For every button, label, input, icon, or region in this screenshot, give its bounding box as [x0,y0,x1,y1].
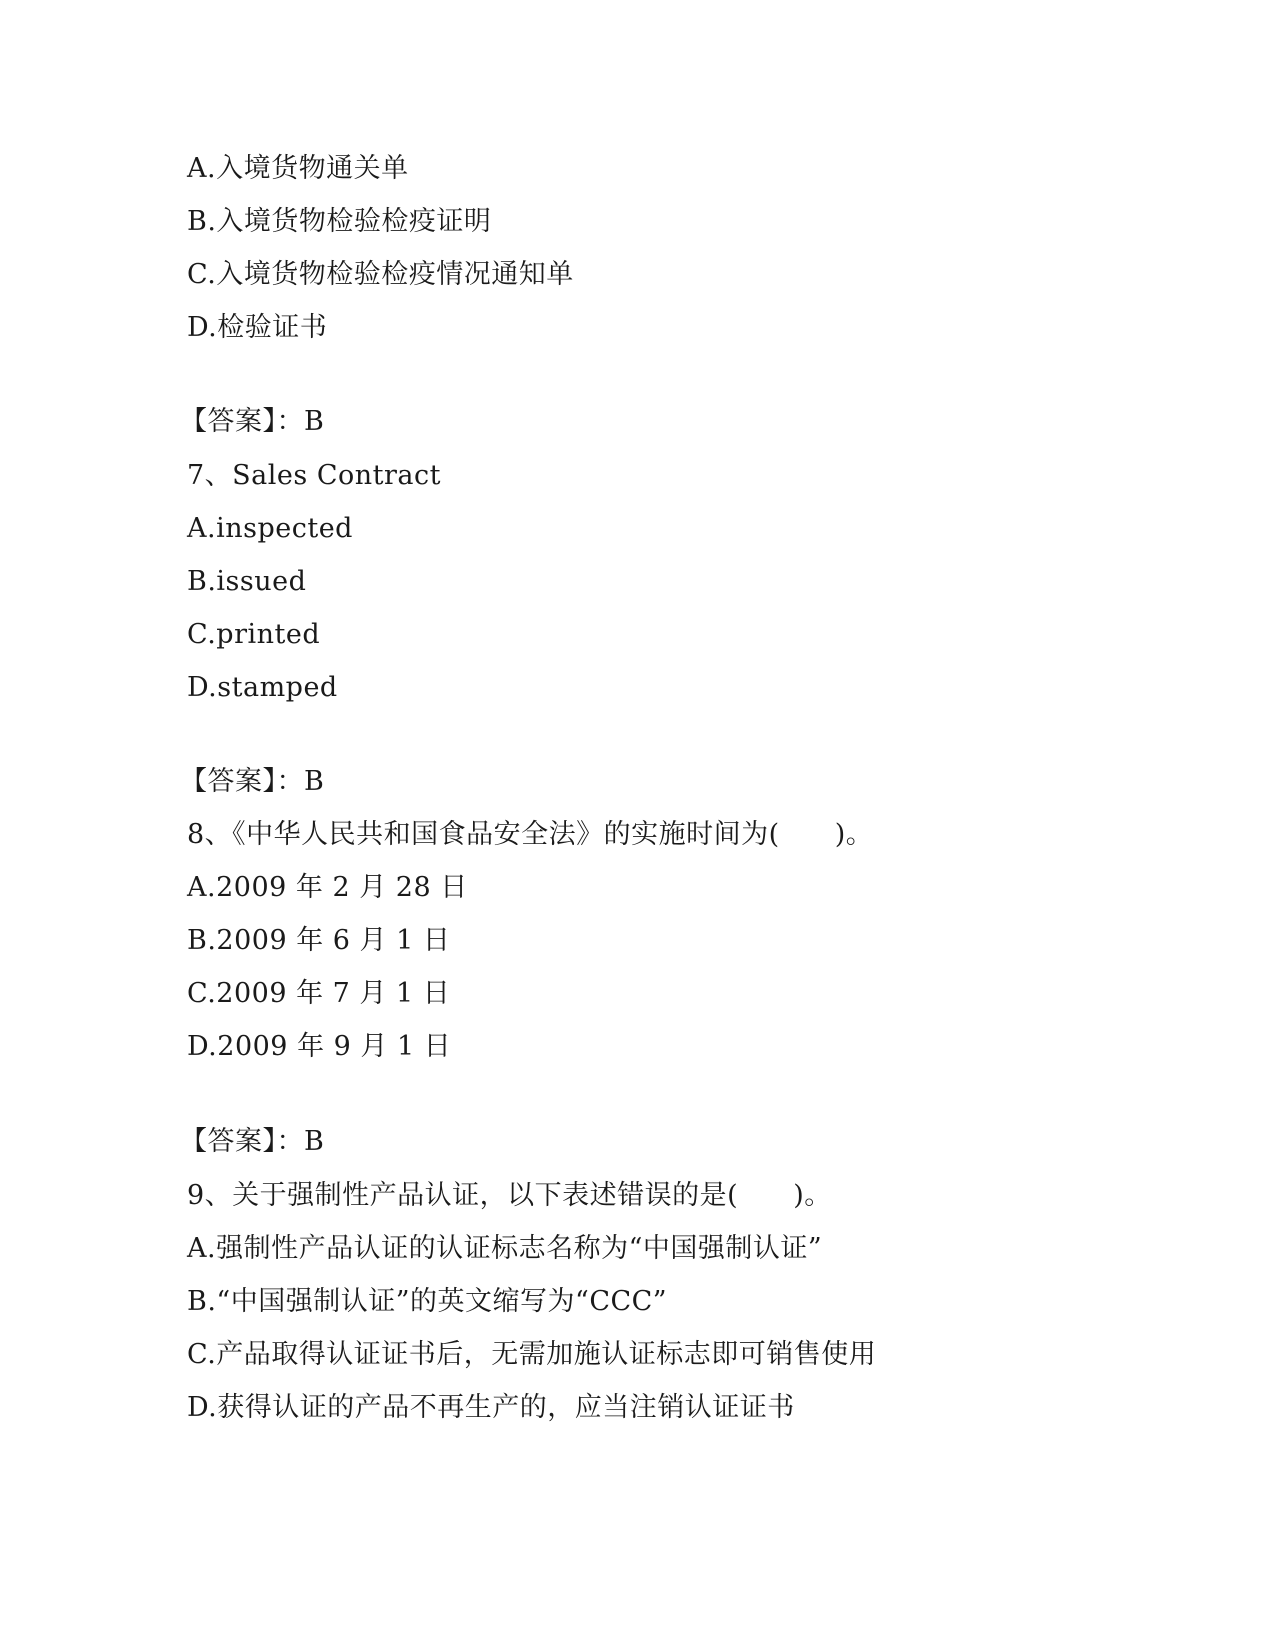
q6-option-c: C.入境货物检验检疫情况通知单 [187,259,574,290]
q9-option-a: A.强制性产品认证的认证标志名称为“中国强制认证” [187,1233,823,1264]
q6-option-d: D.检验证书 [187,312,328,343]
q8-option-c: C.2009 年 7 月 1 日 [187,978,451,1009]
q9-option-c: C.产品取得认证证书后，无需加施认证标志即可销售使用 [187,1339,877,1370]
q8-option-a: A.2009 年 2 月 28 日 [187,872,468,903]
q7-option-c: C.printed [187,619,321,650]
q8-answer: 【答案】：B [180,1126,325,1157]
q6-answer: 【答案】：B [180,406,325,437]
q6-option-b: B.入境货物检验检疫证明 [187,206,492,237]
q9-stem: 9、关于强制性产品认证，以下表述错误的是( )。 [187,1180,832,1211]
q6-option-a: A.入境货物通关单 [187,153,409,184]
q7-option-d: D.stamped [187,672,338,703]
q7-answer: 【答案】：B [180,766,325,797]
q7-option-b: B.issued [187,566,307,597]
q7-option-a: A.inspected [187,513,353,544]
q8-option-d: D.2009 年 9 月 1 日 [187,1031,452,1062]
q9-option-d: D.获得认证的产品不再生产的，应当注销认证证书 [187,1392,795,1423]
q8-stem: 8、《中华人民共和国食品安全法》的实施时间为( )。 [187,819,874,850]
q7-stem: 7、Sales Contract [187,460,441,491]
q9-option-b: B.“中国强制认证”的英文缩写为“CCC” [187,1286,668,1317]
q8-option-b: B.2009 年 6 月 1 日 [187,925,451,956]
